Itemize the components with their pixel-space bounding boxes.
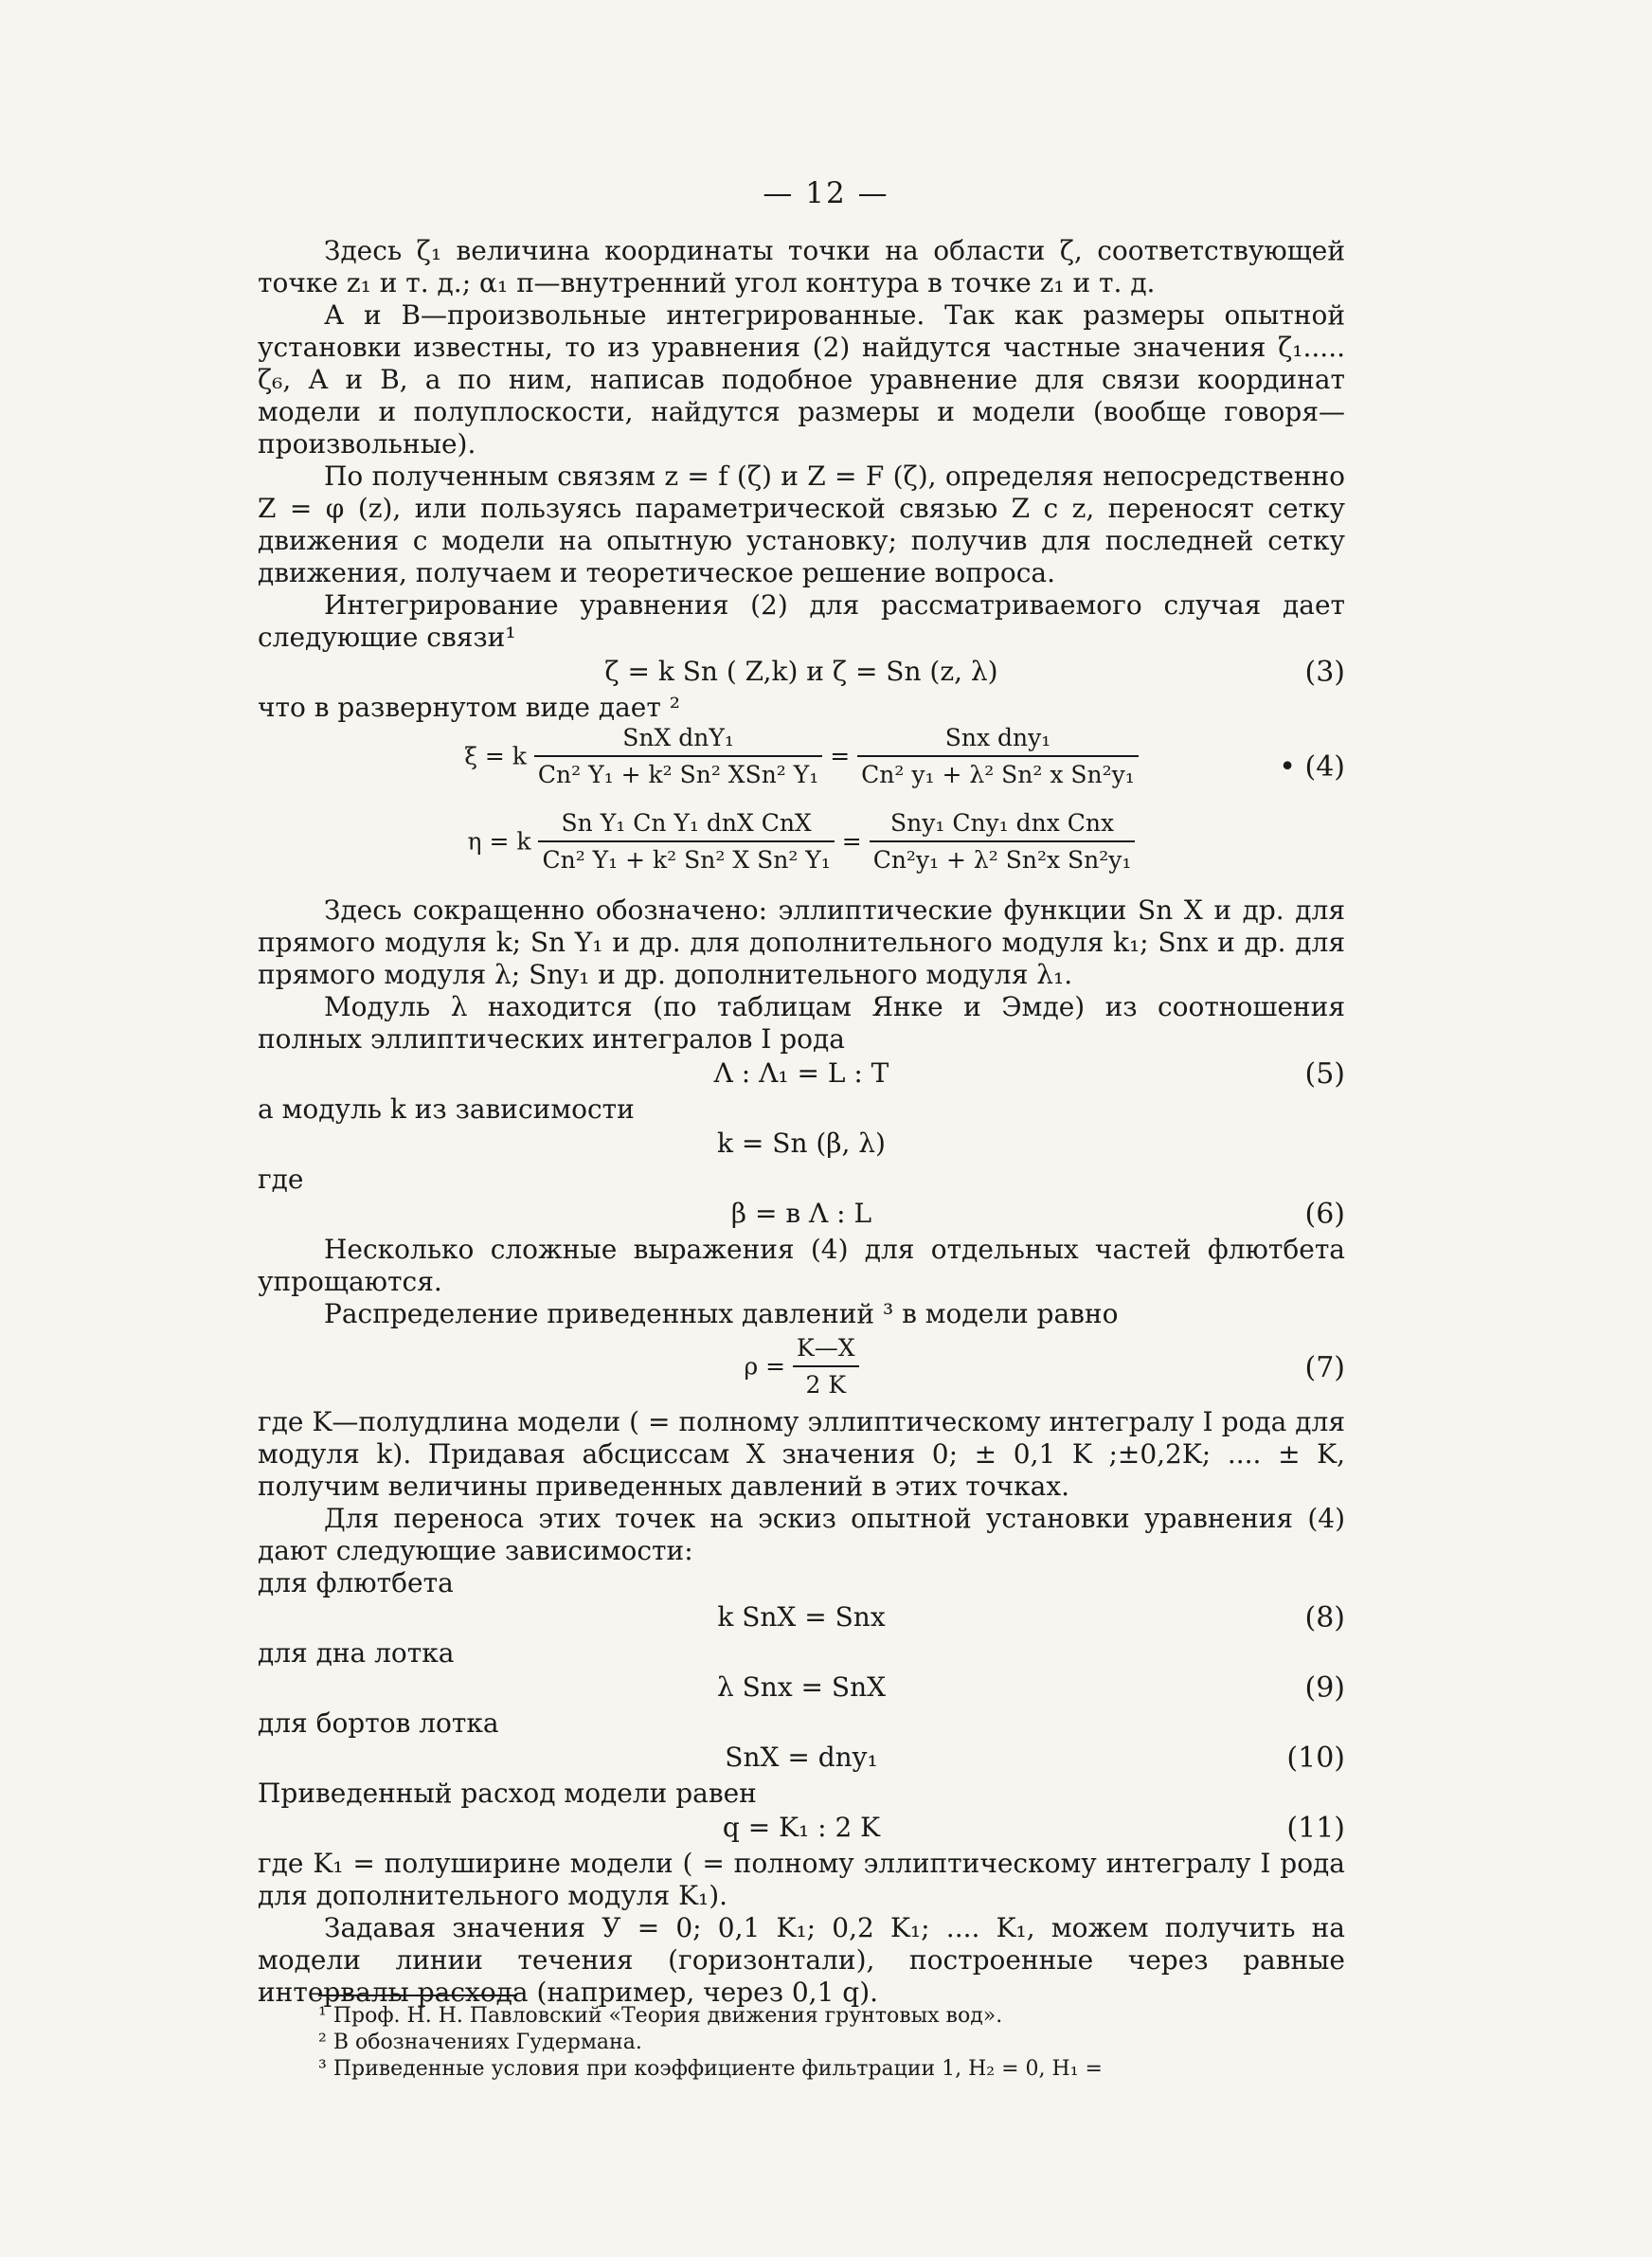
paragraph: а модуль k из зависимости [258, 1093, 635, 1125]
paragraph: Модуль λ находится (по таблицам Янке и Эмде) из соотношения полных эллиптических интегралов I рода [258, 991, 1345, 1055]
equation-lhs: ρ = [744, 1352, 786, 1381]
paragraph: Приведенный расход модели равен [258, 1778, 757, 1809]
denominator: Cn² Y₁ + k² Sn² XSn² Y₁ [537, 761, 819, 788]
fraction [793, 1334, 858, 1399]
equation-lhs: η = k [467, 827, 531, 856]
equation-10 [258, 1740, 1345, 1778]
equation-text: ζ = k Sn ( Z,k) и ζ = Sn (z, λ) [604, 656, 998, 687]
footnote: ² В обозначениях Гудермана. [318, 2031, 642, 2054]
equation-5 [258, 1056, 1345, 1093]
paragraph: где K—полудлина модели ( = полному эллиптическому интегралу I рода для модуля k). Придавая абсциссам X значения 0; ± 0,1 K ;±0,2K; .... ± K, получим величины приведенных давлений в этих точках. [258, 1406, 1345, 1502]
text-block-top [258, 235, 1345, 2009]
equation-text: Λ : Λ₁ = L : T [713, 1057, 889, 1089]
equation-4-xi [258, 724, 1345, 809]
denominator: Cn² y₁ + λ² Sn² x Sn²y₁ [861, 761, 1135, 788]
equation-8 [258, 1599, 1345, 1637]
equals-sign: = [830, 742, 851, 770]
equation-number: • (4) [1279, 750, 1345, 784]
paragraph: Несколько сложные выражения (4) для отдельных частей флютбета упрощаются. [258, 1234, 1345, 1297]
paragraph: Интегрирование уравнения (2) для рассматриваемого случая дает следующие связи¹ [258, 589, 1345, 653]
numerator: Sny₁ Cny₁ dnx Cnx [870, 809, 1136, 842]
paragraph: Здесь ζ₁ величина координаты точки на области ζ, соответствующей точке z₁ и т. д.; α₁ π—внутренний угол контура в точке z₁ и т. д. [258, 235, 1345, 298]
equation-text: λ Snx = SnX [716, 1671, 887, 1703]
paragraph: А и В—произвольные интегрированные. Так как размеры опытной установки известны, то из уравнения (2) найдутся частные значения ζ₁..... ζ₆, А и В, а по ним, написав подобное уравнение для связи координат модели и полуплоскости, найдутся размеры и модели (вообще говоря—произвольные). [258, 299, 1345, 460]
equation-number: (10) [1286, 1742, 1345, 1775]
page-number: — 12 — [763, 176, 889, 210]
equation-7 [258, 1330, 1345, 1406]
equation-text: SnX = dny₁ [725, 1742, 878, 1773]
numerator: Sn Y₁ Cn Y₁ dnX CnX [538, 809, 834, 842]
paragraph: Задавая значения У = 0; 0,1 K₁; 0,2 K₁; .... K₁, можем получить на модели линии течения (горизонтали), построенные через равные интервалы расхода (например, через 0,1 q). [258, 1912, 1345, 2008]
equation-number: (6) [1304, 1198, 1345, 1231]
equation-text: k = Sn (β, λ) [717, 1128, 886, 1159]
paragraph: По полученным связям z = f (ζ) и Z = F (ζ), определяя непосредственно Z = φ (z), или пользуясь параметрической связью Z с z, переносят сетку движения с модели на опытную установку; получив для последней сетку движения, получаем и теоретическое решение вопроса. [258, 460, 1345, 588]
fraction [534, 724, 822, 788]
fraction [870, 809, 1136, 874]
paragraph: для бортов лотка [258, 1707, 499, 1739]
equation-number: (5) [1304, 1057, 1345, 1091]
paragraph: Для переноса этих точек на эскиз опытной установки уравнения (4) дают следующие зависимости: [258, 1503, 1345, 1566]
paragraph: для дна лотка [258, 1637, 455, 1669]
equation-k [258, 1126, 1345, 1164]
equation-9 [258, 1670, 1345, 1707]
paragraph: Здесь сокращенно обозначено: эллиптические функции Sn X и др. для прямого модуля k; Sn Y₁ и др. для дополнительного модуля k₁; Snx и др. для прямого модуля λ; Sny₁ и др. дополнительного модуля λ₁. [258, 894, 1345, 990]
equation-number: (7) [1304, 1351, 1345, 1384]
equation-3 [258, 654, 1345, 692]
equals-sign: = [841, 827, 862, 856]
equation-lhs: ξ = k [464, 742, 527, 770]
fraction [538, 809, 834, 874]
paragraph: где [258, 1164, 304, 1195]
paragraph: Распределение приведенных давлений ³ в модели равно [324, 1298, 1119, 1329]
equation-number: (9) [1304, 1671, 1345, 1705]
equation-text: k SnX = Snx [717, 1601, 886, 1633]
equation-6 [258, 1196, 1345, 1234]
paragraph: для флютбета [258, 1567, 454, 1598]
equation-number: (3) [1304, 656, 1345, 689]
equation-number: (8) [1304, 1601, 1345, 1634]
numerator: K—X [793, 1334, 858, 1367]
equation-text: q = K₁ : 2 K [722, 1812, 881, 1843]
denominator: 2 K [805, 1371, 847, 1399]
footnote: ³ Приведенные условия при коэффициенте фильтрации 1, H₂ = 0, H₁ = [318, 2057, 1103, 2081]
denominator: Cn² Y₁ + k² Sn² X Sn² Y₁ [542, 846, 831, 874]
paragraph: что в развернутом виде дает ² [258, 692, 680, 723]
footnotes [318, 2003, 1345, 2083]
fraction [857, 724, 1139, 788]
numerator: SnX dnY₁ [534, 724, 822, 757]
equation-number: (11) [1286, 1812, 1345, 1845]
denominator: Cn²y₁ + λ² Sn²x Sn²y₁ [872, 846, 1132, 874]
equation-text: β = в Λ : L [730, 1198, 872, 1229]
footnote: ¹ Проф. Н. Н. Павловский «Теория движения грунтовых вод». [318, 2004, 1003, 2028]
footnote-divider [318, 1995, 517, 1996]
numerator: Snx dny₁ [857, 724, 1139, 757]
equation-11 [258, 1810, 1345, 1848]
paragraph: где K₁ = полуширине модели ( = полному эллиптическому интегралу I рода для дополнительного модуля K₁). [258, 1848, 1345, 1911]
equation-4-eta [258, 809, 1345, 894]
